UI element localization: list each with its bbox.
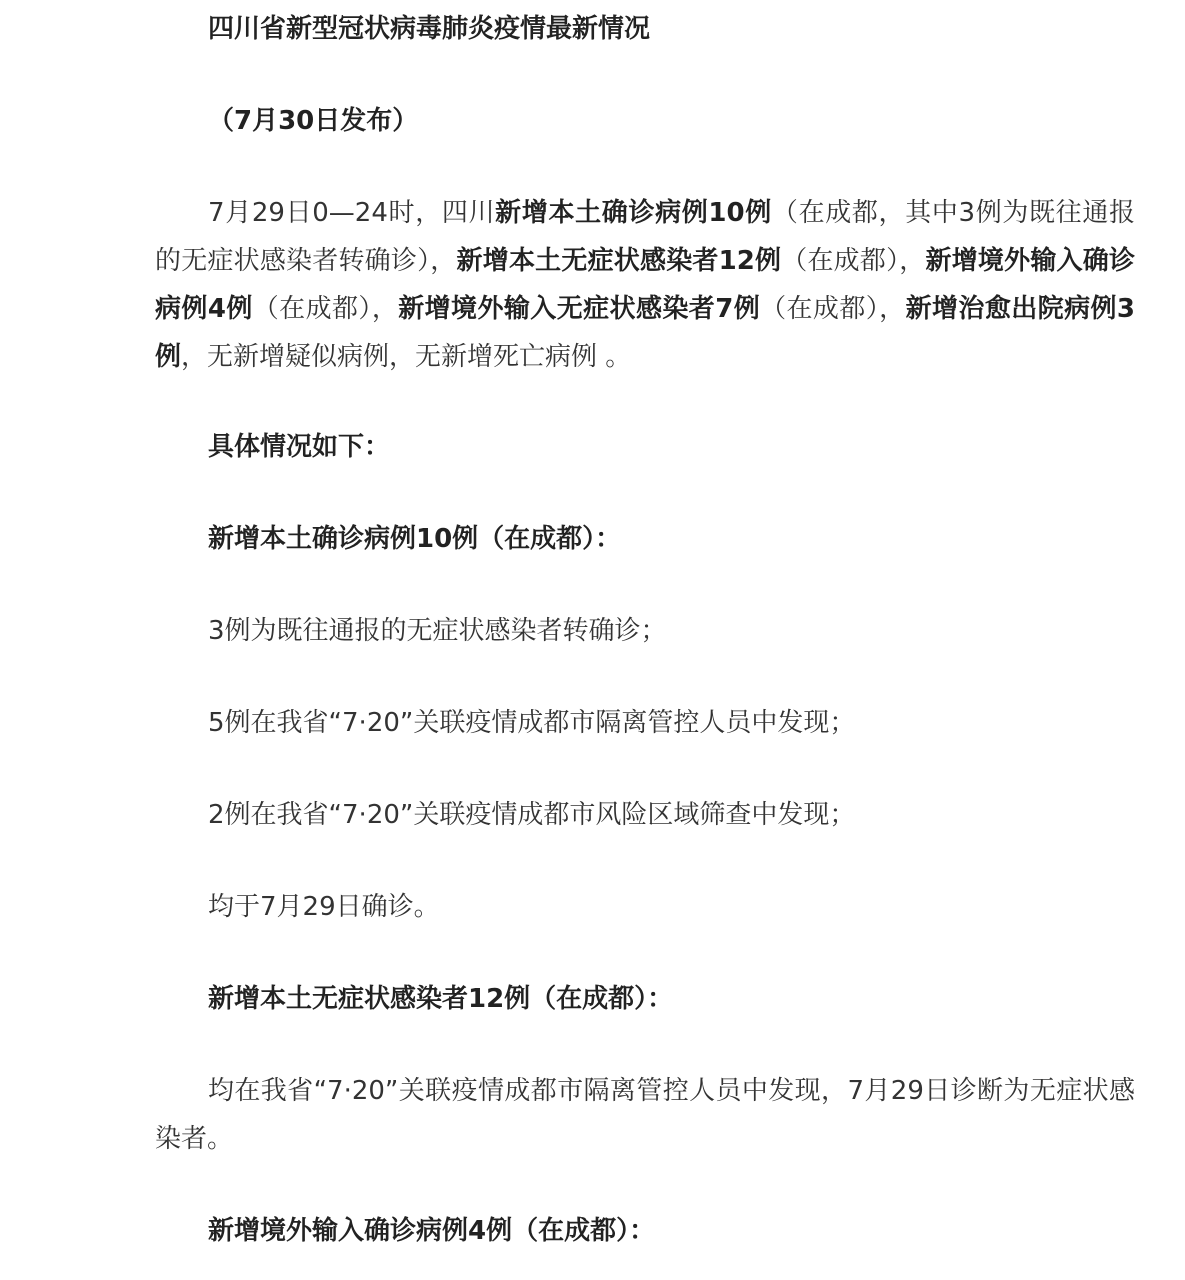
summary-recovered: 新增治愈出院病例3例 [155,294,1135,372]
list-item: 3例为既往通报的无症状感染者转确诊； [208,616,667,646]
article-title: 四川省新型冠状病毒肺炎疫情最新情况 [208,14,651,44]
summary-local-asymptomatic: 新增本土无症状感染者12例 [456,246,782,276]
summary-imported-confirmed: 新增境外输入确诊病例4例 [155,246,1135,324]
summary-text-4: （在成都）， [252,294,399,324]
article-date: （7月30日发布） [208,106,419,136]
section-imported-confirmed-heading: 新增境外输入确诊病例4例（在成都）： [208,1216,656,1246]
summary-paragraph [155,189,1135,381]
summary-text-3: （在成都）， [781,246,926,276]
summary-text-1: 7月29日0—24时，四川 [208,198,496,228]
summary-text-2: （在成都，其中3例为既往通报的无症状感染者转确诊）， [155,198,1135,276]
section-local-asymptomatic-heading: 新增本土无症状感染者12例（在成都）： [208,984,674,1014]
details-heading: 具体情况如下： [208,432,391,462]
list-item: 5例在我省“7·20”关联疫情成都市隔离管控人员中发现； [208,708,856,738]
summary-text-6: ，无新增疑似病例，无新增死亡病例 。 [181,342,632,372]
summary-text-5: （在成都）， [760,294,906,324]
summary-local-confirmed: 新增本土确诊病例10例 [495,198,772,228]
summary-imported-asymptomatic: 新增境外输入无症状感染者7例 [398,294,761,324]
list-item: 2例在我省“7·20”关联疫情成都市风险区域筛查中发现； [208,800,856,830]
section-local-confirmed-heading: 新增本土确诊病例10例（在成都）： [208,524,622,554]
list-item: 均于7月29日确诊。 [208,892,440,922]
section-local-asymptomatic-text: 均在我省“7·20”关联疫情成都市隔离管控人员中发现，7月29日诊断为无症状感染者。 [155,1076,1135,1154]
